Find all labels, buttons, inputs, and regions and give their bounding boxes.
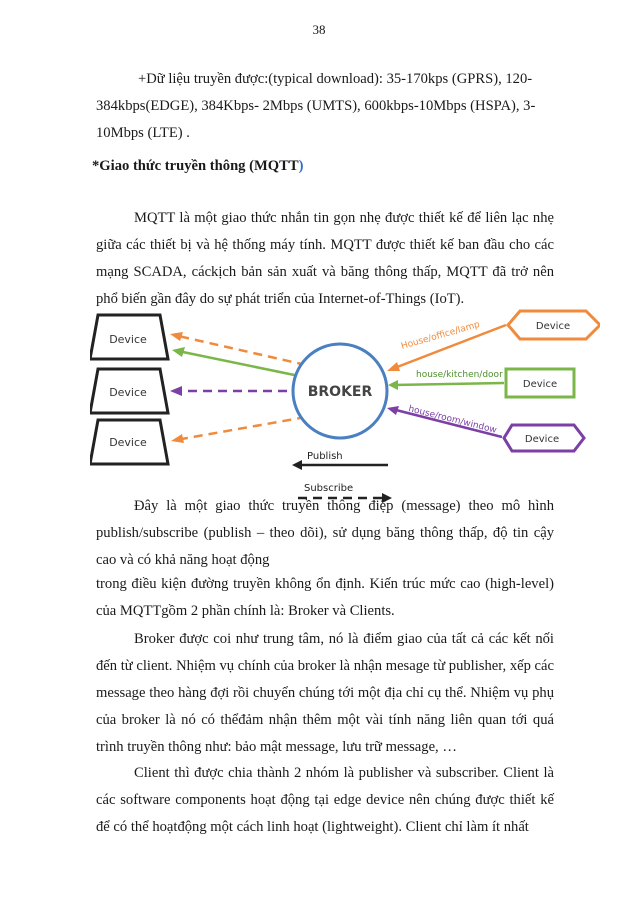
legend-publish [292,451,388,470]
publish-arrow-green [172,347,304,377]
subscribe-arrow-purple [170,386,302,396]
right-device-purple [504,425,584,451]
right-device-2-label: Device [522,379,558,390]
broker-paragraph: Broker được coi như trung tâm, nó là điểm giao của tất cả các kết nối đến từ client. Nhiệm vụ chính của broker là nhận mesage từ publisher, xếp các message theo hàng đợi rồi chuyển chúng tới một địa chỉ cụ thể. Nhiệm vụ phụ của broker là nó có thểđảm nhận thêm một vài tính năng liên quan tới quá trình truyền thông như: bảo mật message, lưu trữ message, … [96,631,554,755]
data-rate-paragraph: +Dữ liệu truyền được:(typical download): 35-170kps (GPRS), 120-384kbps(EDGE), 384Kbps- 2Mbps (UMTS), 600kbps-10Mbps (HSPA), 3-10Mbps (LTE) . [96,71,536,141]
right-device-1-label: Device [535,321,571,332]
section-heading-text: *Giao thức truyền thông (MQTT [92,158,299,174]
right-device-green [506,369,574,397]
right-device-orange [508,311,600,339]
page-number: 38 [312,22,326,37]
protocol-paragraph-1: Đây là một giao thức truyền thông điệp (message) theo mô hình publish/subscribe (publish – theo dõi), sử dụng băng thông thấp, độ tin cậy cao và có khả năng hoạt động [96,498,554,568]
subscribe-arrow-orange [170,332,306,365]
client-paragraph: Client thì được chia thành 2 nhóm là publisher và subscriber. Client là các software components hoạt động tại edge device nên chúng được thiết kế để có thể hoạtđộng một cách linh hoạt (lightweight). Client chỉ làm ít nhất [96,765,554,835]
topic-arrow-purple [387,404,502,437]
topic-room-window: house/room/window [407,404,498,436]
subscribe-label: Subscribe [304,483,354,494]
mqtt-intro-paragraph: MQTT là một giao thức nhắn tin gọn nhẹ được thiết kế để liên lạc nhẹ giữa các thiết bị và hệ thống máy tính. MQTT được thiết kế ban đầu cho các mạng SCADA, cáckịch bản sản xuất và băng thông thấp, MQTT đã trở nên phổ biến gần đây do sự phát triển của Internet-of-Things (IoT). [96,210,554,307]
left-device-2 [90,369,168,413]
left-device-1-label: Device [109,333,147,346]
right-device-3-label: Device [524,434,560,445]
broker-label: BROKER [307,384,373,400]
mqtt-diagram [90,305,600,505]
subscribe-arrow-orange-2 [171,417,306,443]
topic-kitchen-door: house/kitchen/door [416,370,503,380]
left-device-1 [90,315,168,359]
topic-arrow-orange [387,320,506,371]
section-heading [92,158,303,175]
left-device-3-label: Device [109,436,147,449]
broker-node [293,344,387,438]
left-device-2-label: Device [109,386,147,399]
protocol-paragraph-2: trong điều kiện đường truyền không ổn định. Kiến trúc mức cao (high-level) của MQTTgồm 2 phần chính là: Broker và Clients. [96,576,554,619]
section-heading-close-paren: ) [298,158,304,174]
topic-arrow-green [388,370,504,390]
publish-label: Publish [307,451,343,462]
topic-office-lamp: House/office/lamp [400,319,482,352]
left-device-3 [90,420,168,464]
